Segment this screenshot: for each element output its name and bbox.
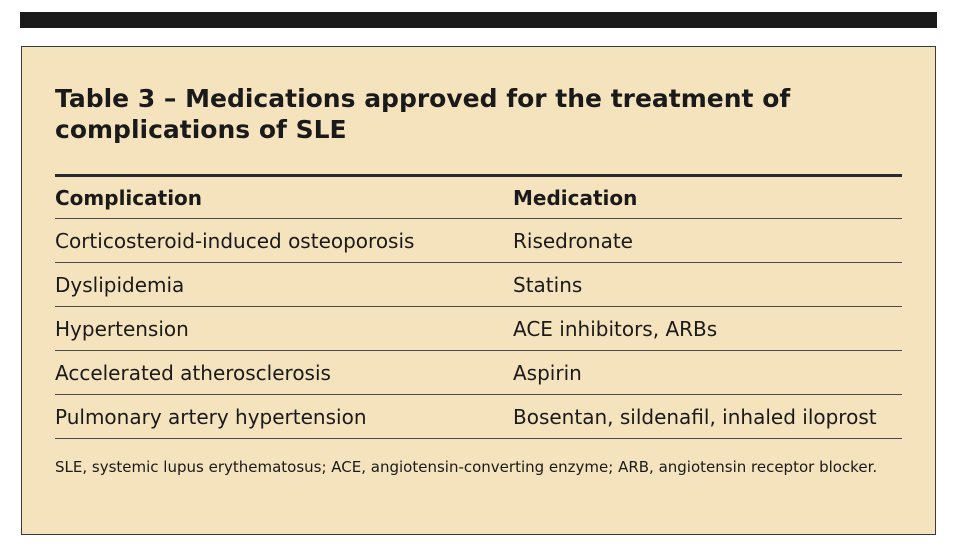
cell-medication: Bosentan, sildenafil, inhaled iloprost	[513, 395, 902, 439]
table-footnote: SLE, systemic lupus erythematosus; ACE, angiotensin-converting enzyme; ARB, angiotensin receptor blocker.	[55, 458, 878, 476]
cell-medication: Risedronate	[513, 219, 902, 263]
cell-complication: Dyslipidemia	[55, 263, 513, 307]
top-divider-bar	[20, 12, 937, 28]
table-title: Table 3 – Medications approved for the treatment of complications of SLE	[55, 84, 791, 144]
medications-table	[55, 174, 902, 439]
table-row	[55, 307, 902, 351]
table-row	[55, 395, 902, 439]
table-panel	[21, 46, 936, 535]
cell-complication: Corticosteroid-induced osteoporosis	[55, 219, 513, 263]
cell-complication: Accelerated atherosclerosis	[55, 351, 513, 395]
table-row	[55, 263, 902, 307]
cell-complication: Hypertension	[55, 307, 513, 351]
header-medication: Medication	[513, 176, 902, 219]
table-header-row	[55, 176, 902, 219]
header-complication: Complication	[55, 176, 513, 219]
cell-complication: Pulmonary artery hypertension	[55, 395, 513, 439]
cell-medication: Statins	[513, 263, 902, 307]
cell-medication: Aspirin	[513, 351, 902, 395]
table-row	[55, 351, 902, 395]
cell-medication: ACE inhibitors, ARBs	[513, 307, 902, 351]
table-row	[55, 219, 902, 263]
